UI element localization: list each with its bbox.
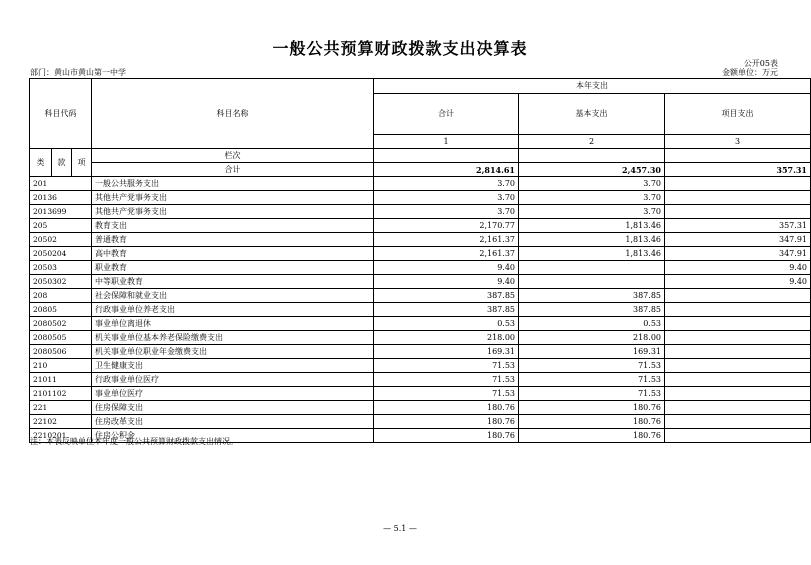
total-value: 3.70 — [374, 177, 519, 191]
subject-name: 住房保障支出 — [92, 401, 374, 415]
subject-code: 2013699 — [30, 205, 92, 219]
table-row — [30, 373, 811, 387]
subject-code: 20502 — [30, 233, 92, 247]
subject-code: 22102 — [30, 415, 92, 429]
project-value — [665, 415, 811, 429]
basic-value: 387.85 — [519, 303, 665, 317]
table-row — [30, 317, 811, 331]
project-value — [665, 205, 811, 219]
table-row — [30, 233, 811, 247]
table-row — [30, 219, 811, 233]
total-value: 0.53 — [374, 317, 519, 331]
basic-value: 1,813.46 — [519, 219, 665, 233]
basic-value: 3.70 — [519, 177, 665, 191]
subject-name: 其他共产党事务支出 — [92, 205, 374, 219]
table-row — [30, 345, 811, 359]
summary-total: 2,814.61 — [374, 163, 519, 177]
subject-name: 事业单位医疗 — [92, 387, 374, 401]
total-value: 2,170.77 — [374, 219, 519, 233]
subject-code: 20136 — [30, 191, 92, 205]
subject-code: 2050204 — [30, 247, 92, 261]
project-value — [665, 345, 811, 359]
table-row — [30, 261, 811, 275]
basic-value: 3.70 — [519, 191, 665, 205]
project-value — [665, 177, 811, 191]
total-value: 9.40 — [374, 261, 519, 275]
subject-name: 机关事业单位基本养老保险缴费支出 — [92, 331, 374, 345]
total-value: 9.40 — [374, 275, 519, 289]
basic-value: 180.76 — [519, 401, 665, 415]
table-row — [30, 177, 811, 191]
basic-value: 71.53 — [519, 359, 665, 373]
page-number: — 5.1 — — [383, 524, 417, 533]
subject-code: 221 — [30, 401, 92, 415]
project-value — [665, 387, 811, 401]
basic-value: 1,813.46 — [519, 247, 665, 261]
table-row — [30, 359, 811, 373]
form-number: 公开05表 — [743, 59, 778, 68]
summary-basic: 2,457.30 — [519, 163, 665, 177]
project-value — [665, 373, 811, 387]
subject-code: 2080505 — [30, 331, 92, 345]
table-row — [30, 415, 811, 429]
basic-value: 169.31 — [519, 345, 665, 359]
subject-code: 20805 — [30, 303, 92, 317]
total-value: 169.31 — [374, 345, 519, 359]
total-value: 180.76 — [374, 429, 519, 443]
subject-name: 中等职业教育 — [92, 275, 374, 289]
total-value: 387.85 — [374, 303, 519, 317]
basic-value — [519, 275, 665, 289]
table-note: 注：本表反映单位本年度一般公共预算财政拨款支出情况。 — [30, 437, 238, 446]
col-number-3: 3 — [665, 135, 811, 149]
total-value: 3.70 — [374, 191, 519, 205]
basic-value: 71.53 — [519, 373, 665, 387]
subject-code: 2210201 — [30, 429, 92, 443]
header-project: 项目支出 — [665, 94, 811, 135]
header-code: 科目代码 — [30, 79, 92, 149]
subject-code: 2101102 — [30, 387, 92, 401]
total-value: 2,161.37 — [374, 233, 519, 247]
subject-name: 社会保障和就业支出 — [92, 289, 374, 303]
header-xiang: 项 — [72, 149, 92, 177]
table-row — [30, 401, 811, 415]
subject-code: 205 — [30, 219, 92, 233]
subject-name: 住房公积金 — [92, 429, 374, 443]
project-value — [665, 191, 811, 205]
header-total: 合计 — [374, 94, 519, 135]
header-kuan: 款 — [52, 149, 72, 177]
table-row — [30, 387, 811, 401]
subject-name: 行政事业单位医疗 — [92, 373, 374, 387]
total-value: 218.00 — [374, 331, 519, 345]
subject-code: 208 — [30, 289, 92, 303]
total-value: 3.70 — [374, 205, 519, 219]
project-value — [665, 289, 811, 303]
subject-code: 2050302 — [30, 275, 92, 289]
total-value: 180.76 — [374, 415, 519, 429]
expenditure-table — [29, 78, 811, 443]
header-name: 科目名称 — [92, 79, 374, 149]
project-value: 9.40 — [665, 261, 811, 275]
col-number-2: 2 — [519, 135, 665, 149]
project-value — [665, 359, 811, 373]
basic-value: 0.53 — [519, 317, 665, 331]
total-value: 387.85 — [374, 289, 519, 303]
table-row — [30, 303, 811, 317]
subject-code: 20503 — [30, 261, 92, 275]
project-value — [665, 429, 811, 443]
basic-value: 71.53 — [519, 387, 665, 401]
basic-value: 180.76 — [519, 415, 665, 429]
subject-name: 卫生健康支出 — [92, 359, 374, 373]
table-row — [30, 275, 811, 289]
project-value: 357.31 — [665, 219, 811, 233]
project-value: 9.40 — [665, 275, 811, 289]
subject-code: 2080502 — [30, 317, 92, 331]
basic-value: 218.00 — [519, 331, 665, 345]
subject-code: 210 — [30, 359, 92, 373]
subject-name: 事业单位离退休 — [92, 317, 374, 331]
report-title: 一般公共预算财政拨款支出决算表 — [272, 39, 528, 58]
basic-value: 180.76 — [519, 429, 665, 443]
total-value: 180.76 — [374, 401, 519, 415]
project-value: 347.91 — [665, 247, 811, 261]
project-value — [665, 303, 811, 317]
total-value: 71.53 — [374, 387, 519, 401]
subject-code: 21011 — [30, 373, 92, 387]
project-value — [665, 317, 811, 331]
table-row — [30, 247, 811, 261]
subject-name: 职业教育 — [92, 261, 374, 275]
header-lei: 类 — [30, 149, 52, 177]
project-value: 347.91 — [665, 233, 811, 247]
total-value: 71.53 — [374, 373, 519, 387]
basic-value: 387.85 — [519, 289, 665, 303]
subject-code: 201 — [30, 177, 92, 191]
summary-label: 合计 — [92, 163, 374, 177]
subject-name: 普通教育 — [92, 233, 374, 247]
total-value: 71.53 — [374, 359, 519, 373]
table-row — [30, 331, 811, 345]
subject-code: 2080506 — [30, 345, 92, 359]
unit-label: 金额单位：万元 — [722, 68, 778, 77]
project-value — [665, 331, 811, 345]
project-value — [665, 401, 811, 415]
basic-value: 3.70 — [519, 205, 665, 219]
subject-name: 教育支出 — [92, 219, 374, 233]
subject-name: 行政事业单位养老支出 — [92, 303, 374, 317]
table-row — [30, 205, 811, 219]
subject-name: 机关事业单位职业年金缴费支出 — [92, 345, 374, 359]
subject-name: 其他共产党事务支出 — [92, 191, 374, 205]
subject-name: 一般公共服务支出 — [92, 177, 374, 191]
table-row — [30, 191, 811, 205]
header-column-label: 栏次 — [92, 149, 374, 163]
table-row — [30, 289, 811, 303]
basic-value — [519, 261, 665, 275]
subject-name: 住房改革支出 — [92, 415, 374, 429]
subject-name: 高中教育 — [92, 247, 374, 261]
summary-project: 357.31 — [665, 163, 811, 177]
department-label: 部门：黄山市黄山第一中学 — [30, 68, 126, 77]
header-basic: 基本支出 — [519, 94, 665, 135]
basic-value: 1,813.46 — [519, 233, 665, 247]
header-year-expense: 本年支出 — [374, 79, 811, 94]
total-value: 2,161.37 — [374, 247, 519, 261]
col-number-1: 1 — [374, 135, 519, 149]
